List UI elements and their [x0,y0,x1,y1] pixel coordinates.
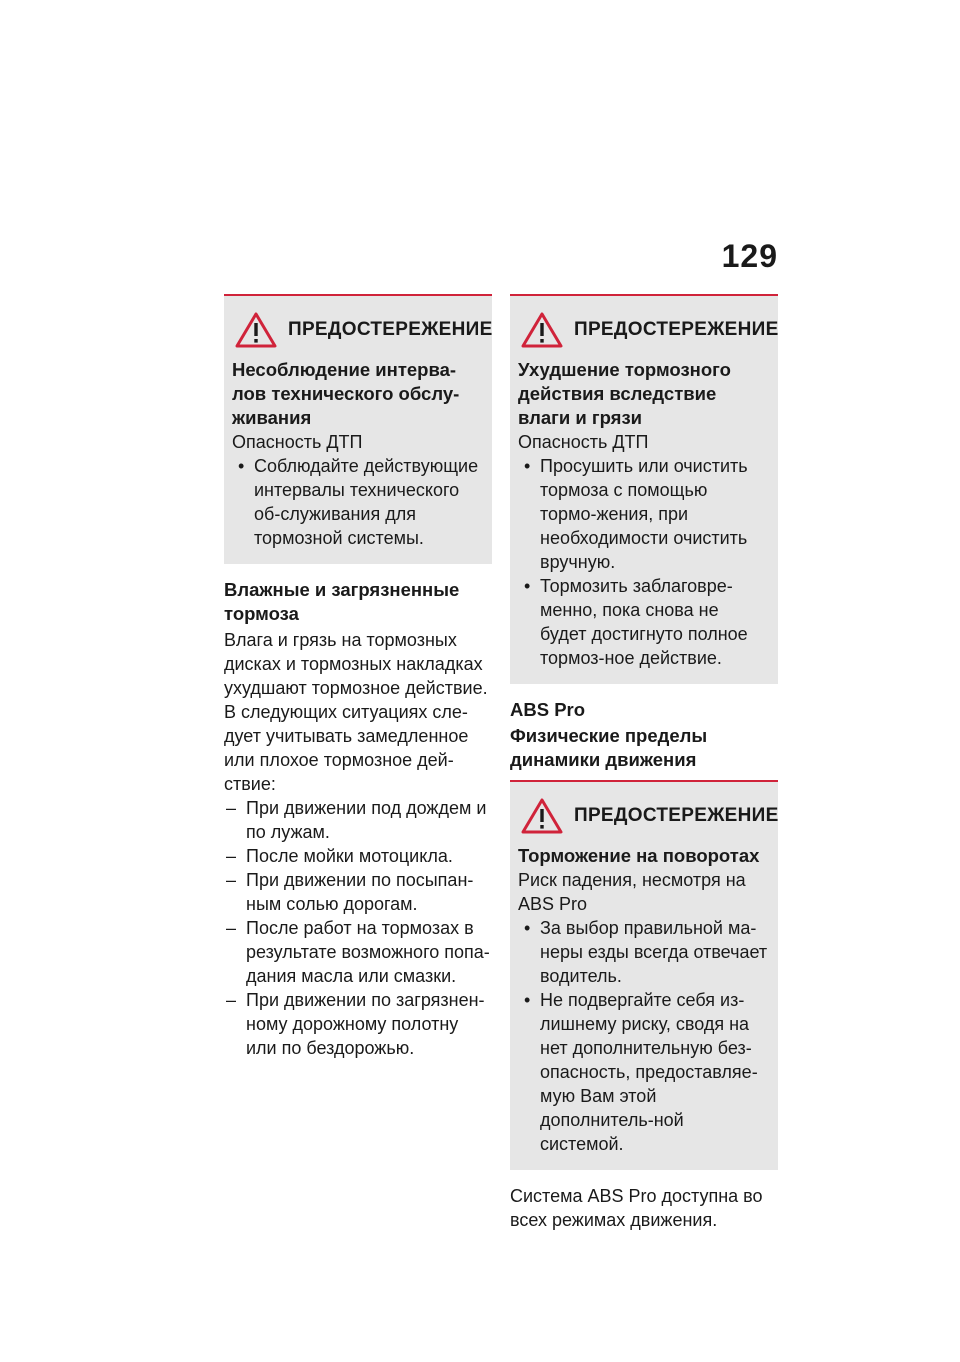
warning-bullets [518,916,768,1156]
warning-subtitle: Опасность ДТП [518,432,649,452]
list-item: – При движении под дождем и по лужам. [224,796,492,844]
page-number: 129 [721,238,778,274]
body-paragraph: Влага и грязь на тормозных дисках и тормозных накладках ухудшают тормозное действие. В следующих ситуациях сле-дует учитывать замедленное или плохое тормозное дей-ствие: [224,630,488,794]
section-title-physics: Физические пределы динамики движения [510,725,708,770]
bullet-item: • Не подвергайте себя из-лишнему риску, сводя на нет дополнительную без-опасность, предоставляе-мую Вам этой дополнитель-ной системой. [518,988,768,1156]
body-paragraph: Система ABS Pro доступна во всех режимах движения. [510,1186,763,1230]
left-column [224,294,492,1060]
warning-header [232,308,493,352]
warning-header [518,794,779,838]
warning-bullets [518,454,768,670]
warning-title: Ухудшение тормозного действия вследствие влаги и грязи [518,359,731,428]
warning-box [224,294,492,564]
right-column [510,294,778,1232]
warning-label: ПРЕДОСТЕРЕЖЕНИЕ [574,319,779,340]
warning-triangle-icon [520,311,564,349]
warning-label: ПРЕДОСТЕРЕЖЕНИЕ [288,319,493,340]
list-item: – При движении по посыпан-ным солью дорогам. [224,868,492,916]
list-item: – При движении по загрязнен-ному дорожному полотну или по бездорожью. [224,988,492,1060]
warning-header [518,308,779,352]
list-item: – После работ на тормозах в результате возможного попа-дания масла или смазки. [224,916,492,988]
bullet-item: • Тормозить заблаговре-менно, пока снова не будет достигнуто полное тормоз-ное действие. [518,574,768,670]
bullet-item: • За выбор правильной ма-неры езды всегда отвечает водитель. [518,916,768,988]
warning-title: Несоблюдение интерва-лов технического обслу-живания [232,359,460,428]
dash-list [224,796,492,1060]
warning-box [510,294,778,684]
warning-subtitle: Риск падения, несмотря на ABS Pro [518,870,746,914]
warning-triangle-icon [234,311,278,349]
section-title: Влажные и загрязненные тормоза [224,579,460,624]
warning-box [510,780,778,1170]
warning-label: ПРЕДОСТЕРЕЖЕНИЕ [574,805,779,826]
warning-bullets [232,454,482,550]
bullet-item: • Просушить или очистить тормоза с помощью тормо-жения, при необходимости очистить вручную. [518,454,768,574]
warning-title: Торможение на поворотах [518,845,760,866]
list-item: – После мойки мотоцикла. [224,844,492,868]
bullet-item: • Соблюдайте действующие интервалы технического об-служивания для тормозной системы. [232,454,482,550]
section-title-abs: ABS Pro [510,699,586,720]
warning-subtitle: Опасность ДТП [232,432,363,452]
warning-triangle-icon [520,797,564,835]
